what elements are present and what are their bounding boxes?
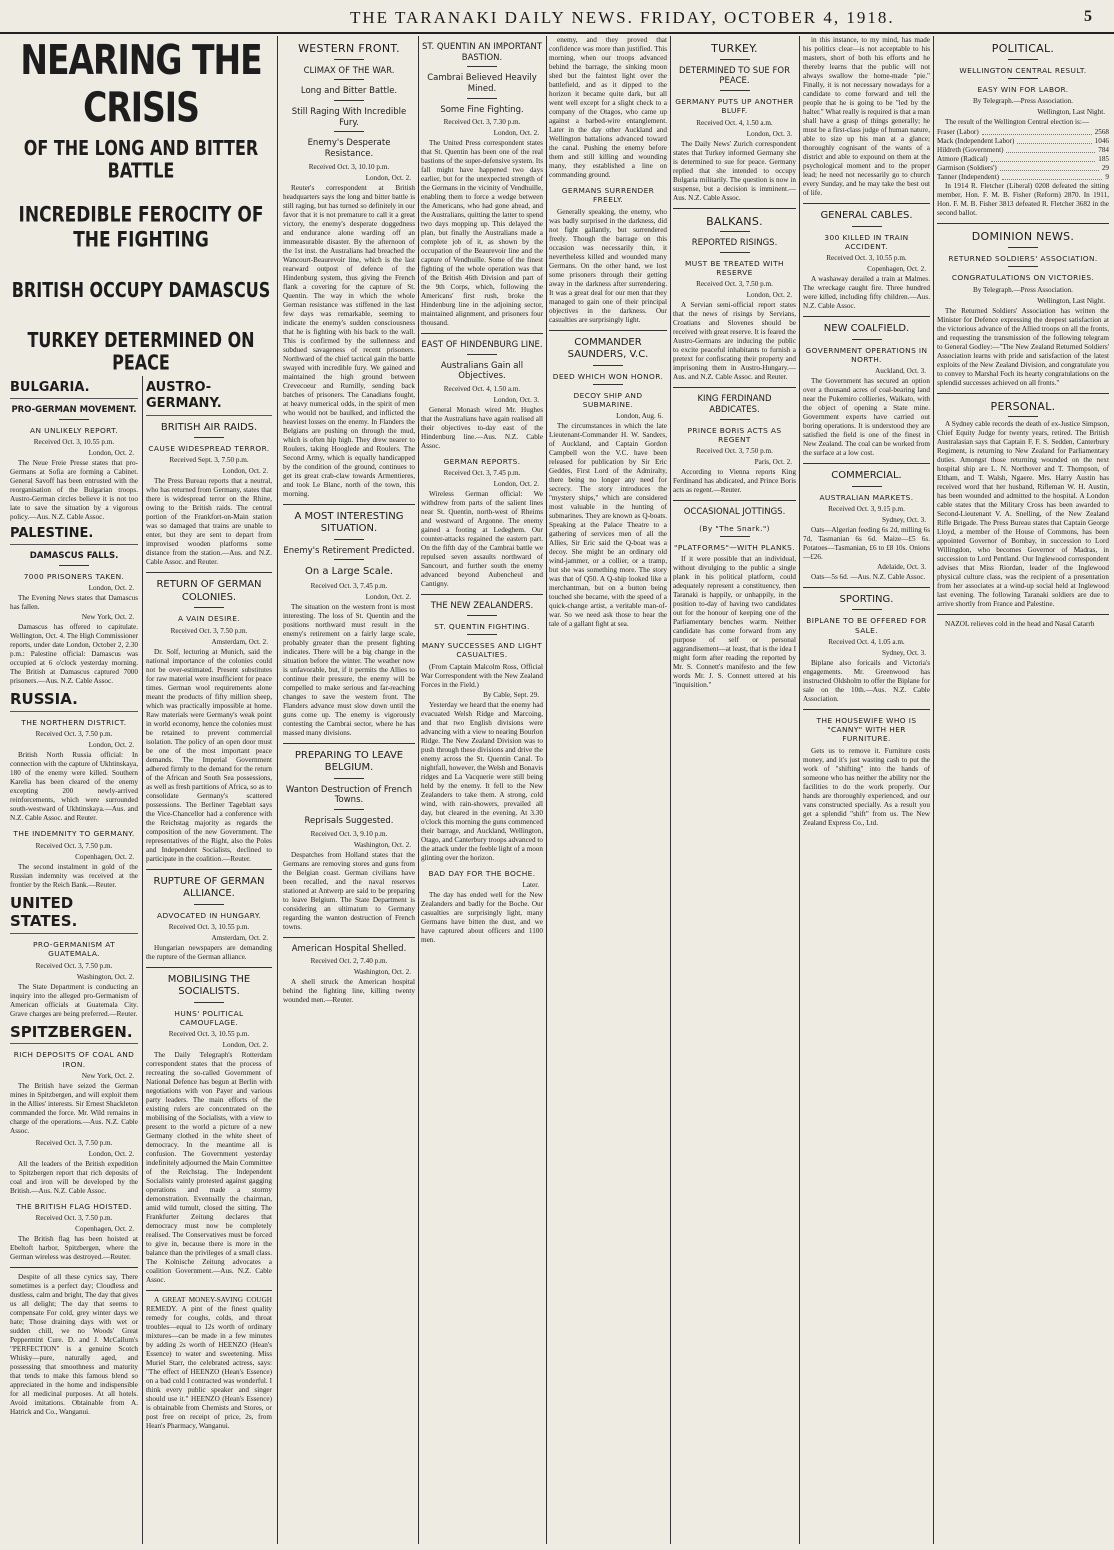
column-turkey	[673, 36, 796, 1544]
column-political	[937, 36, 1109, 1544]
received-line: Received Oct. 3, 7.50 p.m.	[35, 841, 113, 850]
article-body: The Daily News' Zurich correspondent states that Turkey informed Germany she is determined to sue for peace. Germany replied that she intended to occupy Bulgaria militarily. The question is now in suspense, but a decision is imminent.—Aus. N.Z. Cable Assoc.	[673, 139, 796, 202]
received-line: Received Oct. 3, 10.10 p.m.	[308, 162, 390, 171]
article-headline: Australians Gain all Objectives.	[440, 360, 524, 382]
received-line: Received Oct. 3, 7.50 p.m.	[35, 1138, 113, 1147]
dateline: London, Aug. 6.	[616, 412, 663, 421]
column-western-front	[283, 36, 415, 1544]
received-line: Received Oct. 3, 7.50 p.m.	[35, 1214, 113, 1222]
article-subhead: 7000 PRISONERS TAKEN.	[23, 572, 125, 581]
article-headline: GERMAN REPORTS.	[443, 457, 521, 466]
press-line: By Telegraph.—Press Association.	[973, 285, 1073, 294]
article-body: The Government has secured an option over a thousand acres of coal-bearing land near the Pukemiro collieries, Waikato, with the object of opening a State mine. Government experts have carried out boring operations. It is understood they are satisfied the field is one of the finest in New Zealand. The coal can be worked from the surface at a low cost.	[803, 377, 930, 457]
dateline: London, Oct. 2.	[88, 449, 134, 458]
election-results	[937, 128, 1109, 182]
dateline: London, Oct. 2.	[88, 584, 134, 593]
article-body: The United Press correspondent states that St. Quentin has been one of the real bastions of the super-defensive system. Its fall might have happened two days earlier, but for the unexpected strength of the Germans in the vicinity of Vendhuille, enabling them to force a wedge between the Americans, who had gone ahead, and the Australians, quitting the latter to spend two days mopping up. This delayed the plan, but finally the Australians made a complete job of it, as shown by the occupation of the Beaurevoir line and the capture of Vendhuille. Some of the finest fighting of the whole operation was that of the British 46th Division and part of the 9th Corps, which, following the Americans' first rush, broke the Hindenburg line in the adjoining sector, maintained alignment, and prisoners four thousand.	[421, 139, 543, 328]
article-headline: Long and Bitter Battle.	[300, 86, 398, 97]
article-body: The Press Bureau reports that a neutral, who has returned from Germany, states that there is widespread terror on the Rhine, owing to the British raids. The central portion of the Frankfort-on-Main station was so damaged that trains are unable to enter, but they are sent to depart from improvised wooden platforms some distance from the station.—Aus. and N.Z. Cable Assoc. and Reuter.	[146, 477, 272, 567]
article-headline: THE BRITISH FLAG HOISTED.	[16, 1201, 132, 1211]
article-headline: CLIMAX OF THE WAR.	[303, 65, 395, 76]
article-subhead: A VAIN DESIRE.	[177, 614, 241, 624]
article-body: The British flag has been hoisted at Ebeltoft harbor, Spitzbergen, where the German wireless was destroyed.—Reuter.	[10, 1235, 138, 1261]
article-body: The Daily Telegraph's Rotterdam correspondent states that the process of recreating the so-called Government of National Defence has begun at Berlin with negotiations with von Payer and various party leaders. The main efforts of the existing rulers are concentrated on the mobilising of the Socialists, with a view to present to the world a picture of a new Germany clothed in the white sheet of democracy. In the meantime all is confusion. The Government yesterday indefinitely adjourned the Main Committee of the Reichstag. The Independent Socialists vainly protested against gagging operations and made a stormy demonstration. Eventually the chairman, amid wild tumult, closed the sitting. The Frankfurter Zeitung declares that democracy must now be completely realised. The Conservatives must be forced to give in, because there is more in the balance than the privileges of a small class. The Kolnische Zeitung advocates a coalition Government.—Aus. N.Z. Cable Assoc.	[146, 1051, 272, 1285]
article-headline: DETERMINED TO SUE FOR PEACE.	[679, 65, 790, 87]
article-subhead: PRINCE BORIS ACTS AS REGENT	[687, 425, 782, 444]
article-body: Wireless German official: We withdrew from parts of the salient lines near St. Quentin, north-west of Rheims and westward of Argonne. The enemy gained a footing at Ledeghem. Our counter-attacks regained the eastern part. On the fifth day of the Cambrai battle we repulsed seven assaults northward of Sancourt, and further south the enemy advanced beyond Aubencheul and Cantigny.	[421, 490, 543, 589]
article-body: The Returned Soldiers' Association has written the Minister for Defence expressing the deepest satisfaction at the victorious advance of the Allied troops on all the fronts, and requesting the transmission of the following telegram to General Godley:—"The New Zealand Returned Soldiers' Association learns with pride and satisfaction of the latest exploits of the New Zealand Division, and congratulate you to convey to Marshal Foch its hearty congratulations on the splendid successes achieved on all fronts."	[937, 306, 1109, 387]
received-line: Received Oct. 3, 7.50 p.m.	[696, 280, 773, 289]
article-body: Hungarian newspapers are demanding the rupture of the German alliance.	[146, 943, 272, 961]
article-headline: Some Fine Fighting.	[440, 104, 524, 115]
issue-date: FRIDAY, OCTOBER 4, 1918.	[640, 8, 895, 27]
article-body: Biplane also foricails and Victoria's engagements. Mr. Greenwood has instructed Oldsholm to offer the Biplane for sale on the 10th.—Aus. N.Z. Cable Association.	[803, 658, 930, 703]
advertisement: A GREAT MONEY-SAVING COUGH REMEDY. A pint of the finest quality remedy for coughs, colds, and throat troubles—equal to 12s worth of ordinary mixtures—can be made in a few minutes by adding 2s worth of HEENZO (Hean's Essence) to water and sweetening. Miss Muriel Starr, the celebrated actress, says: "The effect of HEENZO (Hean's Essence) on a bad cold I contracted was wonderful. I think every public speaker and singer should use it." HEENZO (Hean's Essence) is obtainable from Chemists and Stores, or post free on receipt of price, 2s, from Hean's Pharmacy, Wanganui.	[146, 1296, 272, 1431]
received-line: Received Oct. 3, 7.30 p.m.	[443, 118, 521, 127]
section-title: COMMERCIAL.	[831, 470, 902, 481]
dateline: London, Oct. 2.	[365, 592, 411, 601]
article-source: (From Captain Malcolm Ross, Official War Correspondent with the New Zealand Forces in the Field.)	[421, 662, 543, 689]
dateline: Adelaide, Oct. 3.	[877, 562, 926, 571]
section-title: TURKEY.	[711, 42, 758, 55]
article-subhead: AUSTRALIAN MARKETS.	[819, 492, 914, 502]
dateline: Wellington, Last Night.	[1037, 296, 1105, 305]
dateline: Copenhagen, Oct. 2.	[75, 852, 134, 861]
article-body: enemy, and they proved that confidence was more than justified. This morning, when our troops advanced behind the barrage, the sinking moon shed but the faintest light over the battlefield, and as it dipped to the horizon it became quite dark, but all went well except for a slight check to a company of the Otagos, who came up against a barbed-wire entanglement. Later in the day other Auckland and Wellington battalions advanced toward the canal. Pushing the enemy before them and still killing and wounding many, they established a line on commanding ground.	[549, 36, 667, 179]
advertisement-headline: THE HOUSEWIFE WHO IS "CANNY" WITH HER FURNITURE.	[816, 715, 917, 744]
candidate-votes: 185	[1098, 155, 1109, 164]
article-headline: THE INDEMNITY TO GERMANY.	[13, 829, 135, 839]
dateline: Copenhagen, Oct. 2.	[75, 1225, 134, 1233]
received-line: Received Oct. 3, 9.10 p.m.	[310, 829, 388, 838]
article-headline: EAST OF HINDENBURG LINE.	[421, 340, 543, 351]
article-body: If it were possible that an individual, without divulging to the public a single plank in his political platform, could adequately represent a constituency, then Taranaki is happily, or unhappily, in the position to-day of having two candidates out for the honour of keeping one of the Parliamentary benches warm. Neither candidate has come forward from any purpose of self or personal aggrandisement—at least, that is the idea I might form after reading the reported by Mr. S. Connett's manifesto and the few words Mr. J. S. Connett uttered at his "inquisition."	[673, 555, 796, 690]
article-subhead: BIPLANE TO BE OFFERED FOR SALE.	[806, 616, 927, 635]
article-headline: OCCASIONAL JOTTINGS.	[683, 507, 786, 518]
article-subhead: DECOY SHIP AND SUBMARINE.	[573, 390, 643, 409]
article-body: British North Russia official: In connection with the capture of Ukhtinskaya, 180 of the enemy were killed. Southern Karelia has been cleared of the enemy excepting 200 newly-arrived reinforcements, which were surrounded south-westward of Ukhtinskaya.—Aus. and N.Z. Cable Assoc. and Reuter.	[10, 751, 138, 823]
article-body: The result of the Wellington Central election is:—	[945, 118, 1090, 127]
article-subhead: GOVERNMENT OPERATIONS IN NORTH.	[805, 345, 928, 364]
received-line: Received Oct. 3, 7.45 p.m.	[443, 469, 521, 478]
article-body: In 1914 R. Fletcher (Liberal) 0208 defeated the sitting member, Hon. F. M. B. Fisher (Reform) 2870. In 1911, Hon. F. M. B. Fisher 3813 defeated R. Fletcher 3682 in the second ballot.	[937, 182, 1109, 218]
dateline: London, Oct. 3.	[493, 396, 539, 404]
article-headline: MOBILISING THE SOCIALISTS.	[167, 973, 251, 998]
article-body: The day has ended well for the New Zealanders and badly for the Boche. Our casualties are surprisingly light, many Germans have bitten the dust, and we have captured about officers and 1100 men.	[421, 890, 543, 944]
article-subhead: GERMANS SURRENDER FREELY.	[561, 186, 655, 205]
article-body: The situation on the western front is most interesting. The loss of St. Quentin and the positions northward must result in the enemy's retirement on a fairly large scale, probably greater than the present fighting indicates. There will be a big change in the situation before the winter. The weather now is unfavorable, but, if it permits the Allies to continue their pressure, the enemy will be compelled to make serious and far-reaching changes to save the western front. The Flanders advance must slow down until the guns come up. The enemy is vigorously contesting the Cambrai sector, where he has massed many divisions.	[283, 602, 415, 737]
section-title: DOMINION NEWS.	[971, 230, 1075, 244]
article-headline: REPORTED RISINGS.	[691, 238, 778, 249]
result-row	[937, 137, 1109, 146]
article-subhead: AN UNLIKELY REPORT.	[30, 425, 118, 435]
section-title: AUSTRO-GERMANY.	[146, 380, 272, 416]
page-number: 5	[1084, 8, 1092, 25]
column-continued	[549, 36, 667, 1544]
article-headline: COMMANDER SAUNDERS, V.C.	[567, 336, 649, 360]
section-title: POLITICAL.	[991, 42, 1055, 55]
article-headline: Reprisals Suggested.	[304, 815, 394, 826]
subcolumn-right	[146, 376, 272, 1544]
banner-subhead: OF THE LONG AND BITTER BATTLE	[23, 136, 259, 183]
article-body: Dr. Solf, lecturing at Munich, said the national importance of the colonies could not be over-estimated. Present substitutes for raw material were insufficient for peace times. German wool requirements alone meant the products of fifty million sheep, which was practically impossible at home. Raw materials were Germany's weak point in world economy, hence the colonies must be retained to prevent commercial isolation. The policy of an open door must be one of the most important peace demands. The Imperial Government adhered firmly to the demand for the return of the African and South Sea possessions, as well as fresh partitions of Africa, so as to consolidate Germany's scattered possessions. The Berliner Tageblatt says the Vice-Chancellor had a conference with the Reichstag majority as regards the composition of the new Government. The representatives of the Right, also the Poles and Independent Socialists, declined to participate in the coalition.—Reuter.	[146, 647, 272, 863]
column-rule	[546, 36, 547, 1544]
article-body: A Sydney cable records the death of ex-Justice Simpson, Chief Equity Judge for twenty years, retired. The British Australasian says that Captain F. F. S. Sedden, Canterbury Regiment, is returning to New Zealand for Parliamentary duties. Amongst those returning wounded on the next hospital ship are L. N. Northover and T. Thompson, of Eltham, and T. Walsh, Ngaere. Mrs. Harry Austin has received word that her husband, Rifleman W. H. Austin, has been wounded and admitted to the hospital. A London cable states that the Military Cross has been awarded to Second-Lieutenant V. A. Snelling, of the New Zealand Rifle Brigade. The Press Bureau states that Captain George Lloyd, a member of the House of Commons, has been appointed Governor of Bombay, in succession to Lord Willingdon, who becomes Governor of Madras, in succession to Lord Pentland. Our Inglewood correspondent advises that Miss Riordan, leader of the Inglewood physical culture class, was the recipient of a presentation from her associates at a wind-up social held at Inglewood last evening. The following Taranaki soldiers are due to arrive shortly from France and Palestine.	[937, 420, 1109, 609]
article-subhead: "PLATFORMS"—WITH PLANKS.	[674, 543, 795, 552]
dateline: London, Oct. 3.	[746, 129, 792, 138]
dateline: London, Oct. 2.	[493, 480, 539, 489]
article-headline: On a Large Scale.	[304, 566, 394, 578]
article-body: Generally speaking, the enemy, who was badly surprised in the darkness, did not fight gallantly, but surrendered freely. Though the barrage on this occasion was necessarily thin, it nevertheless killed and wounded many Germans. On the other hand, we lost some prisoners through their getting away in the darkness after surrendering. It was a great deal for our men that they managed to gain one of their principal objectives in the darkness. Our casualties are surprisingly light.	[549, 207, 667, 324]
advertisement: Despite of all these cynics say, There sometimes is a perfect day; Cloudless and dustless, calm and bright, The day that gives us all delight; The day that seems to compensate For cold, grey winter days we hate; Those draining days with wet or sudden chill, we no Woods' Great Peppermint Cure. D. and J. McCallum's "PERFECTION" is a genuine Scotch Whisky—pure, naturally aged, and possessing that smoothness and maturity that tends to make this famous blend so appreciated in the home and indispensible for all medicinal purposes. At all hotels. Avoid imitations. Obtainable from A. Hatrick and Co., Wanganui.	[10, 1273, 138, 1416]
dateline: Washington, Oct. 2.	[353, 968, 411, 977]
section-title: GENERAL CABLES.	[820, 210, 913, 221]
received-line: Received Oct. 3, 9.15 p.m.	[828, 504, 905, 513]
article-headline: ST. QUENTIN AN IMPORTANT BASTION.	[421, 42, 543, 63]
article-body: Reuter's correspondent at British headquarters says the long and bitter battle is still raging, but has turned so definitely in our favor that it is not premature to call it a great victory, the enemy's desperate doggedness and endurance alone warding off an immeasurable disaster. By the afternoon of the 1st inst. the Australians had breached the Wancourt-Beaurevoir line, which is the last rearward outpost of defence of the Hindenburg system, thus giving the French flank a covering for the capture of St. Quentin. The way in which the whole German resistance was stiffened in the last few days was remarkable, seeming to indicate the enemy's sudden consciousness that he is fighting with his back to the wall. This is confirmed by the sullenness and subdued savageness of recent prisoners. Northward of the chief tactical gain the battle swayed with incredible fury. We gained and maintained the high ground between Crevecoeur and Rumilly, sending back batches of prisoners. The Canadians fought, at heavy numerical odds, in the spirit of men who would not be baulked, and inflicted the heaviest losses on the enemy. In Flanders the Belgians are pushing on through the mud, which is often hip high. They drew nearer to Roulers, taking Hooglede and Roulers. The Second Army, which is equally handicapped by the condition of the ground, continues to get its great crab-claw towards Armentieres, and took Le Blanc, north of the town, this morning.	[283, 183, 415, 498]
dateline: London, Oct. 2.	[746, 291, 792, 300]
dateline: London, Oct. 2.	[88, 1149, 134, 1158]
article-subhead: EASY WIN FOR LABOR.	[977, 85, 1069, 94]
article-body: The Evening News states that Damascus has fallen.	[10, 594, 138, 612]
section-title: BULGARIA.	[10, 380, 138, 399]
article-headline: THE NEW ZEALANDERS.	[430, 601, 534, 612]
section-title: SPORTING.	[839, 593, 894, 605]
banner-subhead: BRITISH OCCUPY DAMASCUS	[11, 278, 271, 302]
column-front	[10, 36, 272, 1544]
result-row	[937, 146, 1109, 155]
article-headline: Wanton Destruction of French Towns.	[285, 784, 413, 806]
dateline: Sydney, Oct. 3.	[881, 515, 926, 524]
article-body: Yesterday we heard that the enemy had evacuated Welsh Ridge and Marcoing, and that two English divisions were advancing with a view to nearing Bourlon Ridge. The New Zealand Division was to push through these divisions and drive the enemy across the St. Quentin Canal. To nightfall, however, the Welsh and Bonavis ridges and La Vacquerie were still being held by the enemy. It fell to the New Zealanders to take them. A strong, cold wind, with rain-showers, prevailed all day, but cleared in the evening. At 3.30 o'clock this morning the guns commenced their barrage, and Auckland, Wellington, Otago, and Canterbury troops advanced to the attack under the feeble light of a moon glinting over the horizon.	[421, 700, 543, 862]
dateline: London, Oct. 2.	[493, 129, 539, 138]
section-title: WESTERN FRONT.	[298, 42, 400, 55]
result-row	[937, 128, 1109, 137]
candidate-name: Hildreth (Government)	[937, 146, 1004, 155]
article-body: According to Vienna reports King Ferdinand has abdicated, and Prince Boris acts as regent.—Reuter.	[673, 468, 796, 495]
candidate-votes: 29	[1101, 164, 1109, 173]
article-headline: RETURNED SOLDIERS' ASSOCIATION.	[948, 254, 1098, 263]
article-headline: BRITISH AIR RAIDS.	[160, 421, 258, 433]
article-subhead: ADVOCATED IN HUNGARY.	[157, 910, 261, 920]
article-headline: RICH DEPOSITS OF COAL AND IRON.	[13, 1050, 135, 1069]
column-cables	[803, 36, 930, 1544]
column-rule	[418, 36, 419, 1544]
received-line: Received Oct. 3, 10.55 p.m.	[168, 1030, 250, 1039]
received-line: Received Oct. 4, 1.50 a.m.	[696, 118, 773, 127]
article-headline: American Hospital Shelled.	[291, 943, 407, 954]
article-body: The circumstances in which the late Lieutenant-Commander H. W. Sanders, of Auckland, and Captain Gordon Campbell won the V.C. have been released for publication by Sir Eric Geddes, First Lord of the Admiralty, there being no longer any need for secrecy. The story introduces the "mystery ships," which are considered most valuable in the hunting of submarines. They are known as Q-boats. Speaking at the Palace Theatre to a gathering of services men of all the Allies, Sir Eric said the Q-boat was a decoy. She might be an ordinary old wind-jammer, or a collier, or a tramp, but she was something more. The story was that of Q50. A Q-ship looked like a merchantman, but on a button being touched she became, with the speed of a quick-change artist, a veritable man-of-war. So we need ask those to hear the tale of a gallant fight at sea.	[549, 422, 667, 629]
advertisement: NAZOL relieves cold in the head and Nasal Catarrh	[945, 620, 1095, 629]
dateline: Later.	[522, 880, 539, 889]
result-row	[937, 173, 1109, 182]
paper-name: THE TARANAKI DAILY NEWS.	[350, 8, 634, 27]
dateline: Amsterdam, Oct. 2.	[211, 637, 268, 646]
dateline: Washington, Oct. 2.	[353, 840, 411, 849]
article-body: A washaway derailed a train at Malmes. The wreckage caught fire. Three hundred were killed, including fifty children.—Aus. N.Z. Cable Assoc.	[803, 275, 930, 310]
result-row	[937, 155, 1109, 164]
candidate-name: Fraser (Labor)	[937, 128, 979, 137]
article-body: The State Department is conducting an inquiry into the alleged pro-Germanism of American officials at Guatemala City. Grave charges are being preferred.—Reuter.	[10, 982, 138, 1018]
article-subhead: CAUSE WIDESPREAD TERROR.	[148, 444, 270, 453]
article-body: A Servian semi-official report states that the news of risings by Servians, Croatians and Slovenes should be received with great reserve. It is feared the Austro-Germans are inducing the public to excite peaceful inhabitants to furnish a pretext for confiscating their property and imprisoning them in Austro-Hungary.—Aus. and N.Z. Cable Assoc. and Reuter.	[673, 301, 796, 382]
column-rule	[799, 36, 800, 1544]
received-line: Received Oct. 3, 7.45 p.m.	[310, 581, 388, 590]
dateline: New York, Oct. 2.	[81, 613, 134, 622]
article-headline: WELLINGTON CENTRAL RESULT.	[959, 65, 1087, 75]
received-line: Received Oct. 3, 7.50 p.m.	[696, 447, 773, 456]
banner-subhead: INCREDIBLE FEROCITY OF THE FIGHTING	[18, 202, 264, 252]
column-rule	[277, 36, 278, 1544]
article-headline: Cambrai Believed Heavily Mined.	[427, 73, 537, 94]
article-headline: Enemy's Retirement Predicted.	[283, 545, 415, 556]
section-title: UNITED STATES.	[10, 894, 138, 935]
dateline: By Cable, Sept. 29.	[483, 690, 539, 699]
article-headline: THE NORTHERN DISTRICT.	[21, 718, 127, 727]
advertisement: Gets us to remove it. Furniture costs money, and it's just wasting cash to put the work of "shifting" into the hands of someone who has neither the ability nor the facilities to do the work properly. Our hands are thoroughly experienced, and our vans constructed specially. As a result you get a splendid "shift" from us. The New Zealand Express Co., Ltd.	[803, 746, 930, 827]
article-subhead: ST. QUENTIN FIGHTING.	[434, 621, 530, 631]
received-line: Received Oct. 3, 7.50 p.m.	[170, 626, 248, 635]
section-title: BALKANS.	[706, 214, 763, 228]
received-line: Received Oct. 2, 7.40 p.m.	[310, 957, 388, 966]
received-line: Received Oct. 3, 10.55 p.m.	[826, 254, 907, 262]
article-headline: DAMASCUS FALLS.	[29, 551, 119, 562]
article-body: The second instalment in gold of the Russian indemnity was received at the frontier by the Reich Bank.—Reuter.	[10, 862, 138, 889]
article-headline: PRO-GERMAN MOVEMENT.	[11, 405, 137, 416]
article-subhead: CONGRATULATIONS ON VICTORIES.	[951, 273, 1095, 283]
press-line: By Telegraph.—Press Association.	[973, 97, 1073, 106]
article-subhead: 300 KILLED IN TRAIN ACCIDENT.	[824, 232, 909, 251]
section-title: RUSSIA.	[10, 690, 138, 712]
dateline: Wellington, Last Night.	[1037, 108, 1105, 117]
received-line: Received Oct. 4, 1.50 a.m.	[443, 385, 521, 393]
banner-subhead: TURKEY DETERMINED ON PEACE	[27, 328, 255, 376]
article-headline: Still Raging With Incredible Fury.	[291, 107, 407, 128]
article-body: A shell struck the American hospital behind the fighting line, killing twenty wounded men.—Reuter.	[283, 978, 415, 1005]
article-subhead: HUNS' POLITICAL CAMOUFLAGE.	[174, 1008, 244, 1027]
candidate-name: Tanner (Independent)	[937, 173, 999, 182]
article-subhead: MANY SUCCESSES AND LIGHT CASUALTIES.	[421, 641, 543, 660]
received-line: Received Oct. 3, 10.55 p.m.	[168, 922, 250, 931]
banner-headline: NEARING THE CRISIS	[20, 36, 262, 132]
column-rule	[142, 376, 143, 1544]
dateline: Copenhagen, Oct. 2.	[867, 265, 926, 273]
received-line: Received Oct. 3, 7.50 p.m.	[35, 961, 113, 970]
received-line: Received Oct. 4, 1.05 a.m.	[828, 637, 905, 646]
column-rule	[933, 36, 934, 1544]
candidate-name: Garmison (Soldiers')	[937, 164, 997, 173]
received-line: Received Oct. 3, 10.55 p.m.	[33, 438, 115, 447]
dateline: Auckland, Oct. 3.	[875, 367, 926, 375]
candidate-name: Atmore (Radical)	[937, 155, 988, 164]
dateline: London, Oct. 2.	[222, 1041, 268, 1050]
front-subcolumns	[10, 376, 272, 1544]
candidate-votes: 9	[1105, 173, 1109, 182]
article-headline: Enemy's Desperate Resistance.	[307, 138, 391, 159]
dateline: Paris, Oct. 2.	[754, 458, 792, 467]
column-st-quentin	[421, 36, 543, 1544]
article-byline: (By "The Snark.")	[699, 523, 770, 533]
article-body: in this instance, to my mind, has made his politics clear—is not acceptable to his masters, short of both his efforts and he thereby learns that the public will not always swallow the home-made "pie." Finally, it is not necessary nowadays for a candidate to come forward and tell the people that he is going to be "led by the halter." What really is required is that a man shall have a grasp of things generally; he must be a first-class judge of human nature, able to size up his man at a glance; thoroughly cognisant of the wants of a district and able to expound on them at the psychological moment and to the proper lead; he need not necessarily go to church every Sunday, and he may take the best out of life.	[803, 36, 930, 197]
section-title: SPITZBERGEN.	[10, 1023, 138, 1045]
article-body: Oats—5s 6d. —Aus. N.Z. Cable Assoc.	[811, 572, 926, 581]
candidate-votes: 1046	[1094, 137, 1109, 146]
candidate-votes: 2568	[1094, 128, 1109, 137]
dateline: Amsterdam, Oct. 2.	[211, 933, 268, 942]
dateline: Sydney, Oct. 3.	[881, 648, 926, 657]
article-headline: RUPTURE OF GERMAN ALLIANCE.	[153, 875, 265, 899]
received-line: Received Oct. 3, 7.50 p.m.	[35, 730, 113, 739]
dateline: London, Oct. 2.	[88, 741, 134, 750]
dateline: New York, Oct. 2.	[81, 1071, 134, 1080]
article-headline: NEW COALFIELD.	[823, 323, 910, 334]
candidate-name: Mack (Independent Labor)	[937, 137, 1015, 146]
article-subhead: DEED WHICH WON HONOR.	[552, 371, 664, 381]
candidate-votes: 784	[1098, 146, 1109, 155]
article-body: Oats—Algerian feeding 6s 2d, milling 6s 7d, Tasmanian 6s 6d. Maize—£5 6s. Potatoes—Tasmanian, £6 to £8 10s. Onions—£26.	[803, 525, 930, 561]
article-subhead: BAD DAY FOR THE BOCHE.	[428, 868, 536, 878]
article-body: The Neue Freie Presse states that pro-Germans at Sofia are forming a Cabinet. General Savoff has been entrusted with the reorganisation of the Bulgarian troops. Austro-German circles believe it is not too late to save the situation by a vigorous policy.—Aus. N.Z. Cable Assoc.	[10, 459, 138, 522]
article-subhead: MUST BE TREATED WITH RESERVE	[684, 258, 784, 278]
masthead	[0, 0, 1114, 34]
section-title: PALESTINE.	[10, 526, 138, 545]
article-headline: PRO-GERMANISM AT GUATEMALA.	[32, 940, 116, 959]
dateline: Washington, Oct. 2.	[76, 972, 134, 981]
article-headline: PREPARING TO LEAVE BELGIUM.	[294, 749, 404, 774]
article-subhead: GERMANY PUTS UP ANOTHER BLUFF.	[675, 97, 794, 116]
article-headline: KING FERDINAND ABDICATES.	[697, 394, 772, 415]
column-rule	[670, 36, 671, 1544]
subcolumn-left	[10, 376, 138, 1544]
article-headline: A MOST INTERESTING SITUATION.	[294, 510, 404, 534]
received-line: Received Sept. 3, 7.50 p.m.	[169, 456, 249, 465]
dateline: London, Oct. 2.	[222, 467, 268, 476]
article-body: The British have seized the German mines in Spitzbergen, and will exploit them in the Allies' interests. Sir Ernest Shackleton commanded the force. Mr. Wild remains in charge of the operations.—Aus. N.Z. Cable Assoc.	[10, 1081, 138, 1135]
result-row	[937, 164, 1109, 173]
article-body: Damascus has offered to capitulate. Wellington, Oct. 4. The High Commissioner reports, under date London, October 2, 2.30 p.m.: Palestine official: Damascus was occupied at 6 o'clock yesterday morning. The British at Damascus captured 7000 prisoners.—Aus. N.Z. Cable Assoc.	[10, 623, 138, 686]
dateline: London, Oct. 2.	[365, 173, 411, 182]
article-body: All the leaders of the British expedition to Spitzbergen report that rich deposits of coal and iron will be developed by the British.—Aus. N.Z. Cable Assoc.	[10, 1159, 138, 1195]
article-body: Despatches from Holland states that the Germans are removing stores and guns from the Belgian coast. German civilians have been recalled, and the naval reserves stationed at Antwerp are said to be preparing to leave Belgium. The State Department is considering an ultimatum to Germany regarding the wanton destruction of French towns.	[283, 850, 415, 931]
article-headline: RETURN OF GERMAN COLONIES.	[156, 579, 262, 603]
article-body: General Monash wired Mr. Hughes that the Australians have again realised all their objectives to-day east of the Hindenburg line.—Aus. N.Z. Cable Assoc.	[421, 406, 543, 450]
section-title: PERSONAL.	[990, 399, 1056, 413]
